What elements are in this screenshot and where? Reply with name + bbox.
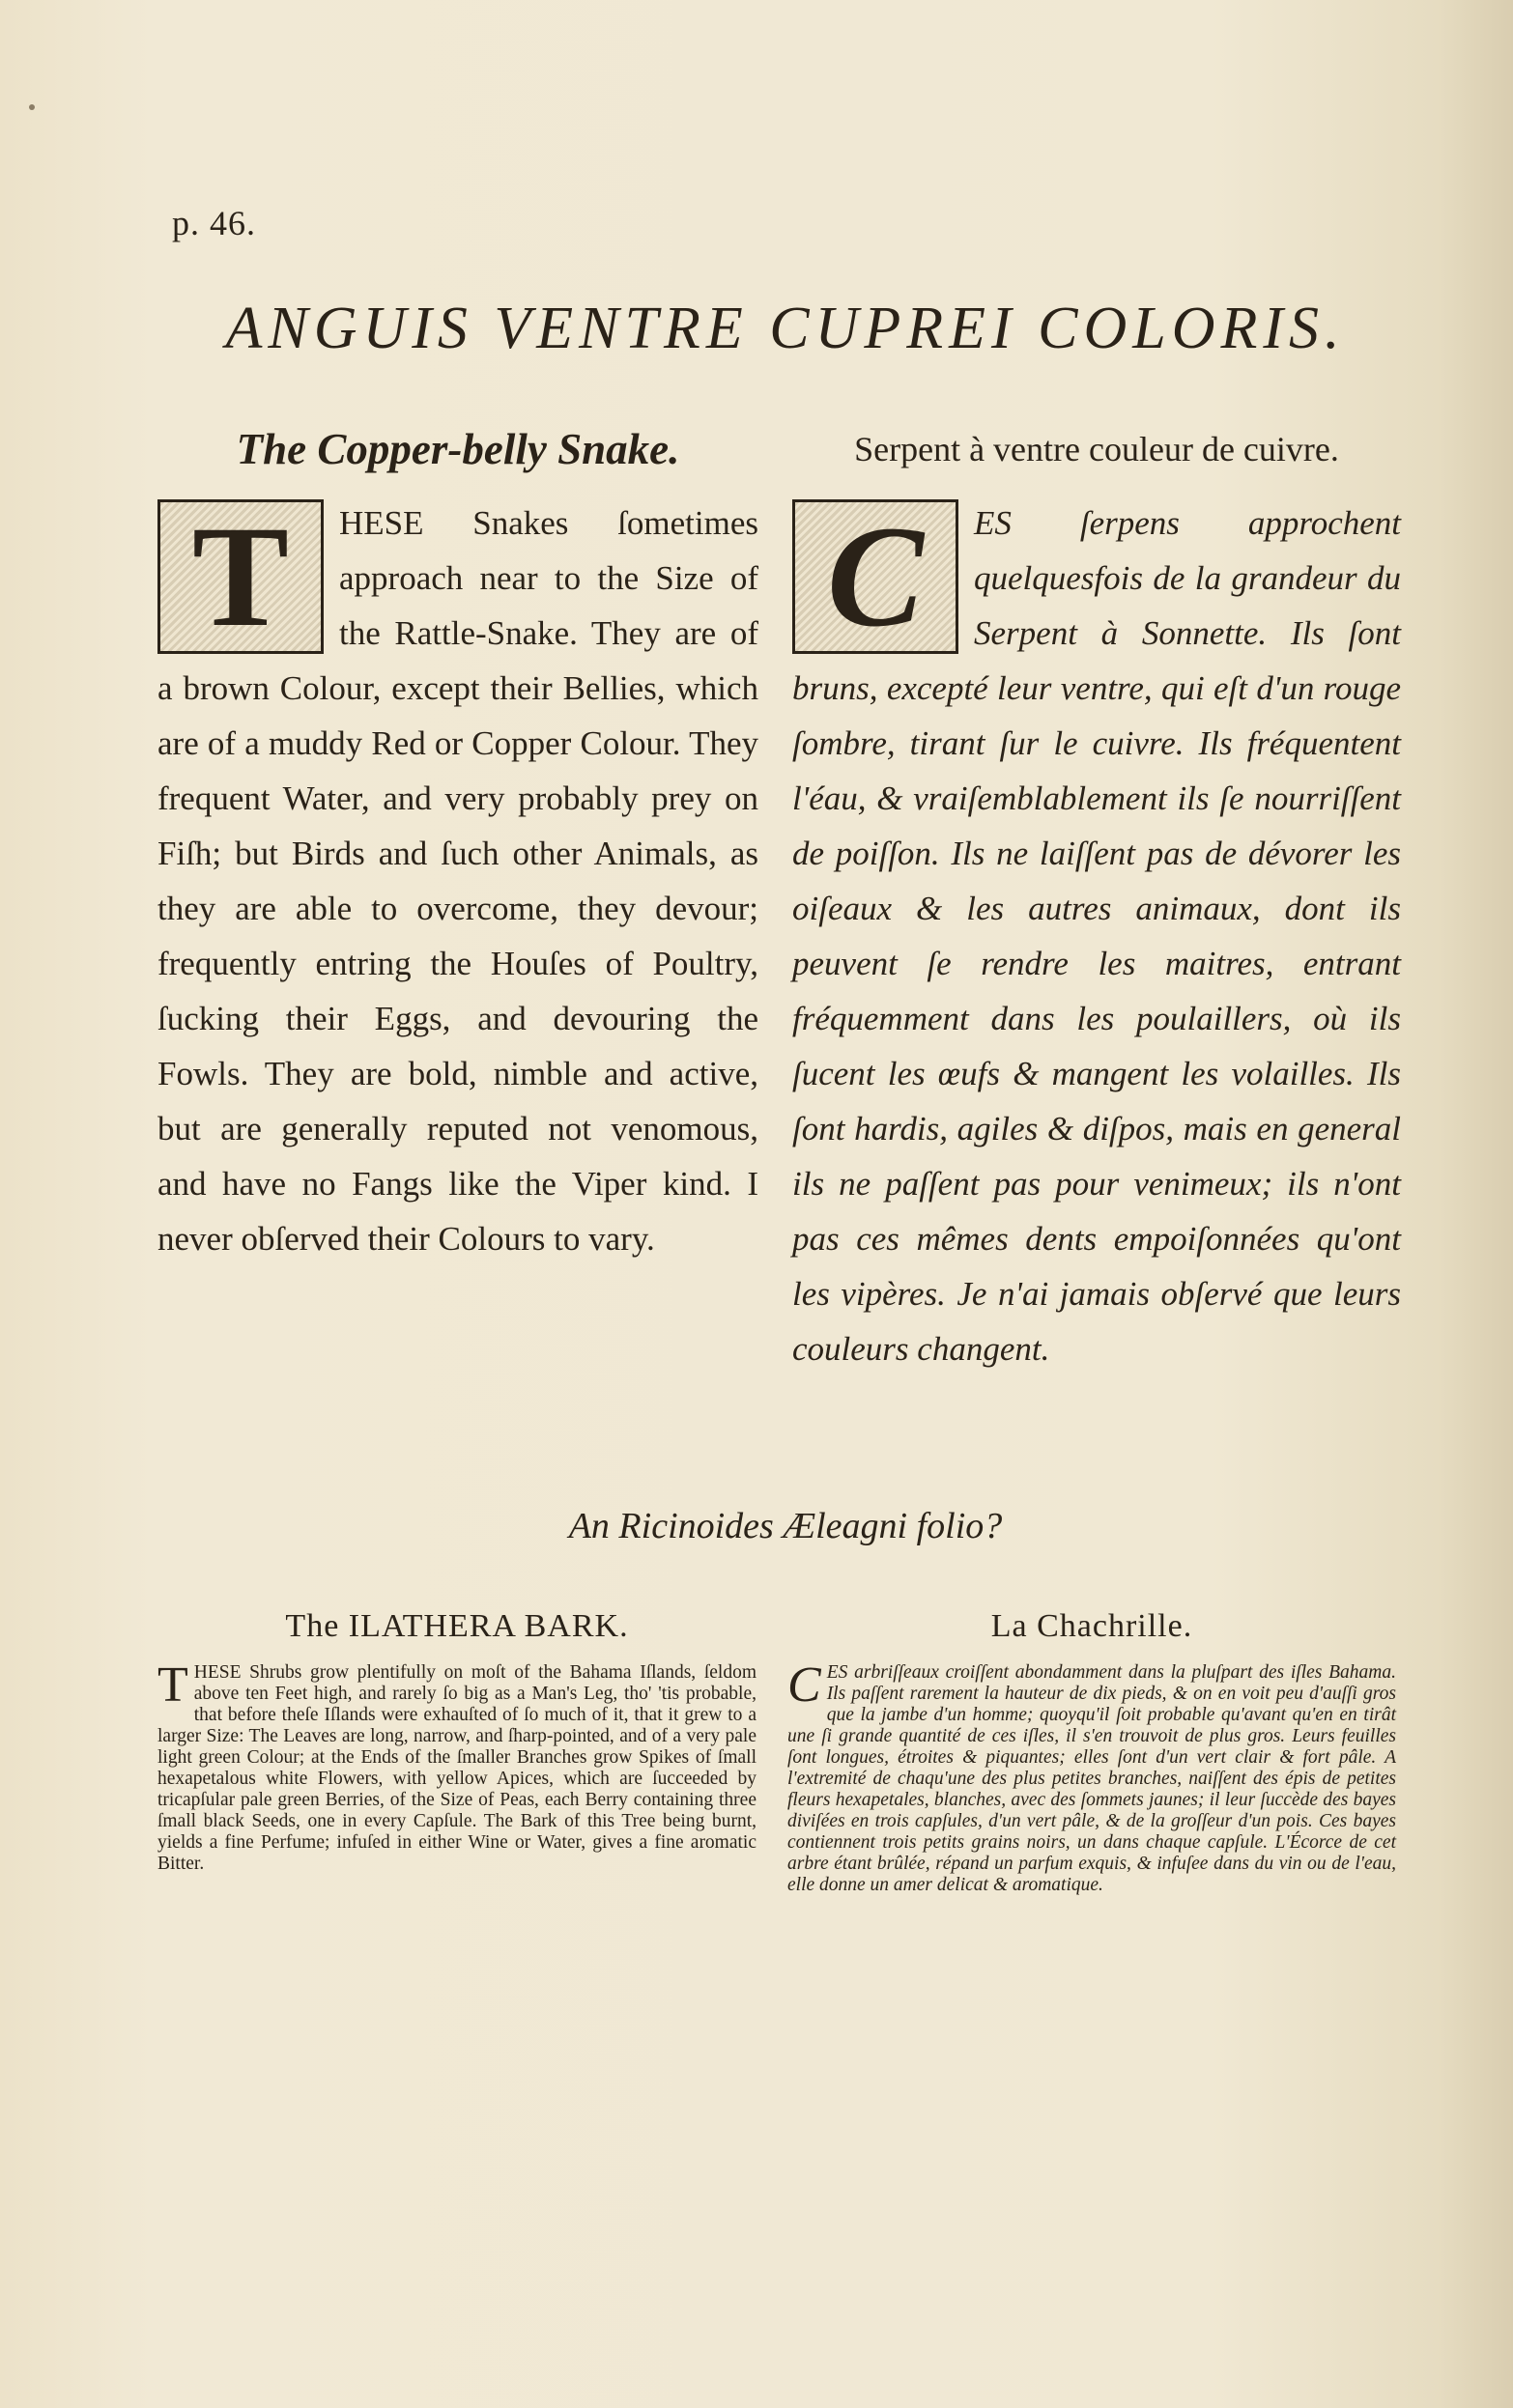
bark-english-text: HESE Shrubs grow plentifully on moſt of the Bahama Iſlands, ſeldom above ten Feet high, and rarely ſo big as a Man's Leg, tho' 'tis probable, that before theſe Iſlands were exhauſted of ſo much of it, that it grew to a larger Size: The Leaves are long, narrow, and ſharp-pointed, and of a very pale light green Colour; at the Ends of the ſmaller Branches grow Spikes of ſmall hexapetalous white Flowers, with yellow Apices, which are ſucceeded by tricapſular pale green Berries, of the Size of Peas, each Berry containing three ſmall black Seeds, one in every Capſule. The Bark of this Tree being burnt, yields a fine Perfume; infuſed in either Wine or Water, gives a fine aromatic Bitter.	[157, 1662, 756, 1874]
pin-mark	[29, 104, 35, 110]
snake-french-text: ES ſerpens approchent quelquesfois de la grandeur du Serpent à Sonnette. Ils ſont bruns, excepté leur ventre, qui eſt d'un rouge ſombre, tirant ſur le cuivre. Ils fréquentent l'éau, & vraiſemblablement ils ſe nourriſſent de poiſſon. Ils ne laiſſent pas de dévorer les oiſeaux & les autres animaux, dont ils peuvent ſe rendre les maitres, entrant fréquemment dans les poulaillers, où ils ſucent les œufs & mangent les volailles. Ils ſont hardis, agiles & diſpos, mais en general ils ne paſſent pas pour venimeux; ils n'ont pas ces mêmes dents empoiſonnées qu'ont les vipères. Je n'ai jamais obſervé que leurs couleurs changent.	[792, 504, 1401, 1368]
dropcap-letter: T	[191, 496, 290, 657]
bark-french-body	[787, 1657, 1396, 1896]
snake-french-column	[792, 420, 1401, 1376]
dropcap-letter: C	[826, 496, 925, 657]
ornamental-dropcap-c	[792, 496, 958, 657]
snake-english-column	[157, 420, 758, 1266]
bark-english-dropcap: T	[157, 1657, 188, 1713]
bark-french-subtitle: La Chachrille.	[990, 1608, 1193, 1644]
snake-french-subtitle: Serpent à ventre couleur de cuivre.	[854, 430, 1339, 468]
section-title: An Ricinoides Æleagni folio?	[568, 1506, 1003, 1546]
bark-french-dropcap: C	[787, 1657, 821, 1713]
page-number: p. 46.	[172, 204, 256, 242]
snake-french-body	[792, 496, 1401, 1376]
snake-english-text: HESE Snakes ſometimes approach near to the Size of the Rattle-Snake. They are of a brown Colour, except their Bellies, which are of a muddy Red or Copper Colour. They frequent Water, and very probably prey on Fiſh; but Birds and ſuch other Animals, as they are able to overcome, they devour; frequently entring the Houſes of Poultry, ſucking their Eggs, and devouring the Fowls. They are bold, nimble and active, but are generally reputed not venomous, and have no Fangs like the Viper kind. I never obſerved their Colours to vary.	[157, 504, 758, 1258]
snake-english-body	[157, 496, 758, 1266]
snake-english-subtitle: The Copper-belly Snake.	[236, 425, 680, 473]
bark-english-subtitle: The ILATHERA BARK.	[285, 1608, 629, 1644]
ornamental-dropcap-t	[157, 496, 324, 657]
bark-english-column	[157, 1608, 756, 1875]
bark-french-text: ES arbriſſeaux croiſſent abondamment dans la pluſpart des iſles Bahama. Ils paſſent rarement la hauteur de dix pieds, & on en voit peu d'auſſi gros que la jambe d'un homme; quoyqu'il ſoit probable qu'avant qu'en en tirât une ſi grande quantité de ces iſles, il s'en trouvoit de plus gros. Leurs feuilles ſont longues, étroites & piquantes; elles ſont d'un vert clair & fort pâle. A l'extremité de chaqu'une des plus petites branches, naiſſent des épis de petites fleurs hexapetales, blanches, avec des ſommets jaunes; il leur ſuccède des bayes diviſées en trois capſules, d'un vert pâle, & de la groſſeur d'un pois. Ces bayes contiennent trois petits grains noirs, un dans chaque capſule. L'Écorce de cet arbre étant brûlée, répand un parfum exquis, & infuſee dans du vin ou de l'eau, elle donne un amer delicat & aromatique.	[787, 1662, 1396, 1895]
bark-french-column	[787, 1608, 1396, 1896]
bark-english-body	[157, 1657, 756, 1875]
main-title: ANGUIS VENTRE CUPREI COLORIS.	[225, 296, 1346, 361]
